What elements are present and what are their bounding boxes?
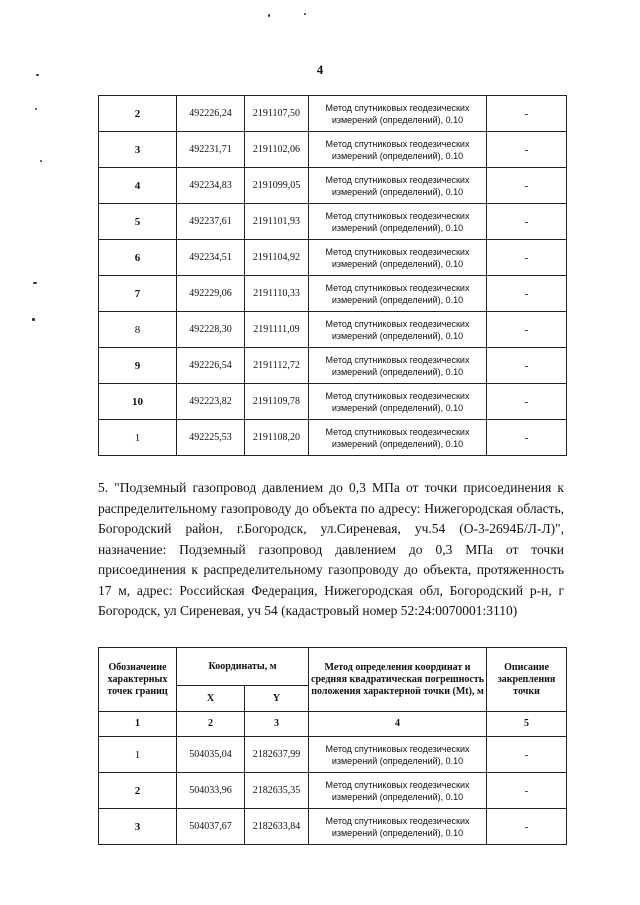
point-number: 5 <box>99 204 177 240</box>
coord-x: 504037,67 <box>177 809 245 845</box>
method-cell: Метод спутниковых геодезических измерений (определений), 0.10 <box>309 348 487 384</box>
scan-mark <box>32 318 35 321</box>
coord-y: 2191109,78 <box>245 384 309 420</box>
page-number: 4 <box>316 62 324 77</box>
point-number: 7 <box>99 276 177 312</box>
description-cell: - <box>487 348 567 384</box>
header-method: Метод определения координат и средняя квадратическая погрешность положения характерной точки (Mt), м <box>309 648 487 712</box>
scan-mark <box>35 108 37 110</box>
description-cell: - <box>487 240 567 276</box>
column-number: 5 <box>487 712 567 737</box>
table-row <box>99 420 567 456</box>
column-number-row <box>99 712 567 737</box>
method-cell: Метод спутниковых геодезических измерений (определений), 0.10 <box>309 312 487 348</box>
description-cell: - <box>487 384 567 420</box>
scan-mark <box>36 74 39 76</box>
description-cell: - <box>487 204 567 240</box>
coord-x: 492228,30 <box>177 312 245 348</box>
coord-x: 504035,04 <box>177 737 245 773</box>
table-row <box>99 737 567 773</box>
header-point-designation: Обозначение характерных точек границ <box>99 648 177 712</box>
coord-x: 492225,53 <box>177 420 245 456</box>
description-cell: - <box>487 809 567 845</box>
table-header-row <box>99 648 567 686</box>
coord-x: 492231,71 <box>177 132 245 168</box>
method-cell: Метод спутниковых геодезических измерений (определений), 0.10 <box>309 132 487 168</box>
column-number: 3 <box>245 712 309 737</box>
coord-y: 2191112,72 <box>245 348 309 384</box>
coord-y: 2191102,06 <box>245 132 309 168</box>
column-number: 2 <box>177 712 245 737</box>
column-number: 1 <box>99 712 177 737</box>
scan-mark <box>40 160 42 162</box>
point-number: 1 <box>99 737 177 773</box>
point-number: 6 <box>99 240 177 276</box>
coord-x: 492237,61 <box>177 204 245 240</box>
header-x: X <box>177 686 245 712</box>
table-row <box>99 204 567 240</box>
scan-mark <box>33 282 37 284</box>
coord-x: 492226,54 <box>177 348 245 384</box>
table-row <box>99 168 567 204</box>
coord-y: 2191110,33 <box>245 276 309 312</box>
coordinates-table <box>98 647 567 845</box>
method-cell: Метод спутниковых геодезических измерений (определений), 0.10 <box>309 276 487 312</box>
point-number: 9 <box>99 348 177 384</box>
description-cell: - <box>487 96 567 132</box>
table-row <box>99 312 567 348</box>
header-y: Y <box>245 686 309 712</box>
method-cell: Метод спутниковых геодезических измерений (определений), 0.10 <box>309 96 487 132</box>
coord-y: 2191111,09 <box>245 312 309 348</box>
column-number: 4 <box>309 712 487 737</box>
method-cell: Метод спутниковых геодезических измерений (определений), 0.10 <box>309 737 487 773</box>
coord-x: 492234,51 <box>177 240 245 276</box>
coord-x: 492223,82 <box>177 384 245 420</box>
coord-y: 2182637,99 <box>245 737 309 773</box>
description-cell: - <box>487 773 567 809</box>
coord-x: 504033,96 <box>177 773 245 809</box>
coord-x: 492234,83 <box>177 168 245 204</box>
table-row <box>99 809 567 845</box>
scan-mark <box>268 14 270 17</box>
table-row <box>99 240 567 276</box>
coord-y: 2182635,35 <box>245 773 309 809</box>
table-row <box>99 132 567 168</box>
description-cell: - <box>487 312 567 348</box>
method-cell: Метод спутниковых геодезических измерений (определений), 0.10 <box>309 384 487 420</box>
point-number: 4 <box>99 168 177 204</box>
point-number: 10 <box>99 384 177 420</box>
point-number: 1 <box>99 420 177 456</box>
method-cell: Метод спутниковых геодезических измерений (определений), 0.10 <box>309 420 487 456</box>
method-cell: Метод спутниковых геодезических измерений (определений), 0.10 <box>309 773 487 809</box>
coordinates-table-continued <box>98 95 567 456</box>
point-number: 2 <box>99 773 177 809</box>
table-row <box>99 384 567 420</box>
header-description: Описание закрепления точки <box>487 648 567 712</box>
coord-y: 2191104,92 <box>245 240 309 276</box>
point-number: 2 <box>99 96 177 132</box>
point-number: 3 <box>99 809 177 845</box>
table-row <box>99 348 567 384</box>
description-cell: - <box>487 420 567 456</box>
coord-x: 492229,06 <box>177 276 245 312</box>
description-cell: - <box>487 132 567 168</box>
coord-y: 2191107,50 <box>245 96 309 132</box>
coord-y: 2191099,05 <box>245 168 309 204</box>
method-cell: Метод спутниковых геодезических измерений (определений), 0.10 <box>309 204 487 240</box>
coord-y: 2191101,93 <box>245 204 309 240</box>
method-cell: Метод спутниковых геодезических измерений (определений), 0.10 <box>309 168 487 204</box>
coord-y: 2182633,84 <box>245 809 309 845</box>
point-number: 3 <box>99 132 177 168</box>
method-cell: Метод спутниковых геодезических измерений (определений), 0.10 <box>309 809 487 845</box>
object-description-paragraph: 5. "Подземный газопровод давлением до 0,3 МПа от точки присоединения к распределительному газопроводу до объекта по адресу: Нижегородская область, Богородский район, г.Богородск, ул.Сиреневая, уч.54 (О-3-2694Б/Л-Л)", назначение: Подземный газопровод давлением до 0,3 МПа от точки присоединения к распределительному газопроводу до объекта, протяженность 17 м, адрес: Российская Федерация, Нижегородская обл, Богородский р-н, г Богородск, ул Сиреневая, уч 54 (кадастровый номер 52:24:0070001:3110) <box>98 480 564 618</box>
coord-y: 2191108,20 <box>245 420 309 456</box>
table-row <box>99 96 567 132</box>
description-cell: - <box>487 276 567 312</box>
table-row <box>99 773 567 809</box>
table-row <box>99 276 567 312</box>
header-coordinates: Координаты, м <box>177 648 309 686</box>
coord-x: 492226,24 <box>177 96 245 132</box>
scan-mark <box>304 13 306 15</box>
method-cell: Метод спутниковых геодезических измерений (определений), 0.10 <box>309 240 487 276</box>
description-cell: - <box>487 737 567 773</box>
description-cell: - <box>487 168 567 204</box>
point-number: 8 <box>99 312 177 348</box>
